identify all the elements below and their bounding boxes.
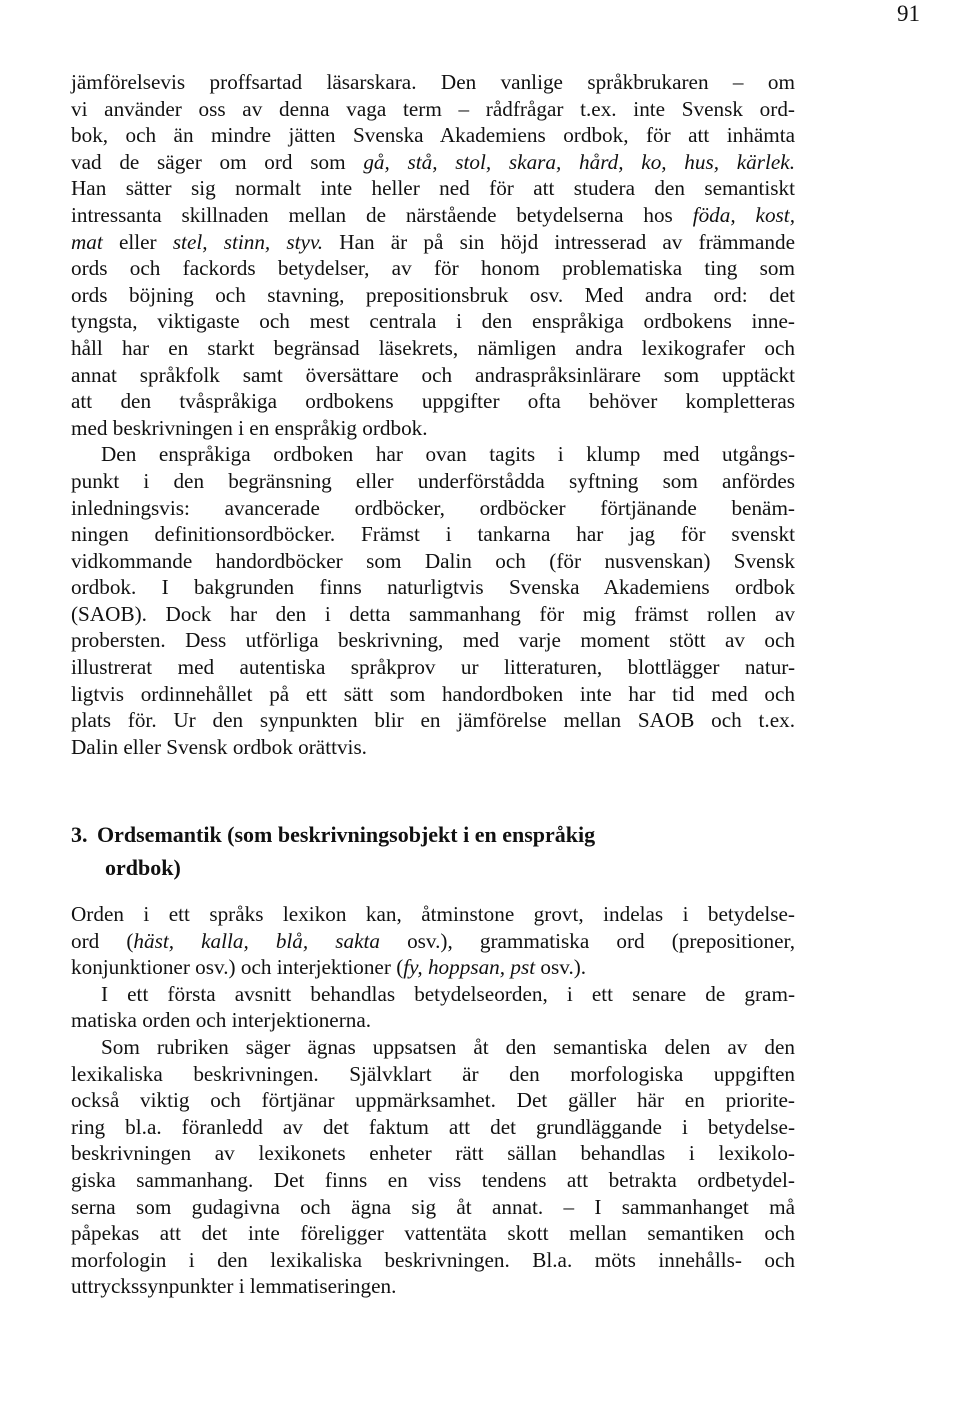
text-line: intressanta skillnaden mellan de närstående betydelserna hos föda, kost,: [71, 202, 795, 227]
text-line: ring bl.a. föranledd av det faktum att det grundläggande i betydelse-: [71, 1114, 795, 1139]
text-line: också viktig och förtjänar uppmärksamhet. Det gäller här en priorite-: [71, 1088, 795, 1113]
text-line: ords och fackords betydelser, av för honom problematiska ting som: [71, 256, 795, 281]
text-line: serna som gudagivna och ägna sig åt annat. – I sammanhanget må: [71, 1194, 795, 1219]
text-line: vidkommande handordböcker som Dalin och (för nusvenskan) Svensk: [71, 548, 795, 573]
text-line: bok, och än mindre jätten Svenska Akademiens ordbok, för att inhämta: [71, 123, 795, 148]
text-line: vad de säger om ord som gå, stå, stol, skara, hård, ko, hus, kärlek.: [71, 149, 796, 174]
text-line: håll har en starkt begränsad läsekrets, nämligen andra lexikografer och: [71, 335, 795, 360]
text-line: med beskrivningen i en enspråkig ordbok.: [71, 415, 428, 440]
text-line: Den enspråkiga ordboken har ovan tagits i klump med utgångs-: [101, 442, 795, 467]
text-line: (SAOB). Dock har den i detta sammanhang för mig främst rollen av: [71, 601, 795, 626]
paragraph-block-2: [71, 901, 795, 1300]
text-line: vi använder oss av denna vaga term – rådfrågar t.ex. inte Svensk ord-: [71, 96, 795, 121]
section-title-line1: Ordsemantik (som beskrivningsobjekt i en enspråkig: [97, 822, 596, 847]
section-title-line2: ordbok): [105, 855, 181, 880]
text-line: lexikaliska beskrivningen. Självklart är den morfologiska uppgiften: [71, 1061, 795, 1086]
section-heading: [71, 818, 795, 884]
text-line: I ett första avsnitt behandlas betydelseorden, i ett senare de gram-: [101, 981, 795, 1006]
paragraph-block-1: [71, 69, 795, 760]
text-line: probersten. Dess utförliga beskrivning, med varje moment stött av och: [71, 628, 795, 653]
text-line: morfologin i den lexikaliska beskrivningen. Bl.a. möts innehålls- och: [71, 1247, 795, 1272]
text-line: matiska orden och interjektionerna.: [71, 1008, 372, 1033]
text-line: konjunktioner osv.) och interjektioner (fy, hoppsan, pst osv.).: [71, 955, 587, 980]
text-line: Han sätter sig normalt inte heller ned för att studera den semantiskt: [71, 176, 795, 201]
text-line: ningen definitionsordböcker. Främst i tankarna har jag för svenskt: [71, 522, 795, 547]
text-line: mat eller stel, stinn, styv. Han är på sin höjd intresserad av främmande: [71, 229, 796, 254]
text-line: Som rubriken säger ägnas uppsatsen åt den semantiska delen av den: [101, 1034, 795, 1059]
text-line: punkt i den begränsning eller underförstådda syftning som anfördes: [71, 468, 795, 493]
text-line: tyngsta, viktigaste och mest centrala i den enspråkiga ordbokens inne-: [71, 309, 795, 334]
text-line: jämförelsevis proffsartad läsarskara. Den vanlige språkbrukaren – om: [71, 70, 795, 94]
block1-lines: [71, 69, 795, 760]
text-line: att den tvåspråkiga ordbokens uppgifter ofta behöver kompletteras: [71, 389, 795, 414]
text-line: beskrivningen av lexikonets enheter rätt sällan behandlas i lexikolo-: [71, 1141, 795, 1166]
text-line: uttryckssynpunkter i lemmatiseringen.: [71, 1274, 397, 1299]
text-line: ord (häst, kalla, blå, sakta osv.), grammatiska ord (prepositioner,: [71, 928, 795, 953]
text-line: illustrerat med autentiska språkprov ur litteraturen, blottlägger natur-: [71, 655, 795, 680]
text-line: Orden i ett språks lexikon kan, åtminstone grovt, indelas i betydelse-: [71, 902, 795, 926]
text-line: inledningsvis: avancerade ordböcker, ordböcker förtjänande benäm-: [71, 495, 795, 520]
text-line: plats för. Ur den synpunkten blir en jämförelse mellan SAOB och t.ex.: [71, 708, 795, 733]
text-line: Dalin eller Svensk ordbok orättvis.: [71, 734, 367, 759]
text-line: ligtvis ordinnehållet på ett sätt som handordboken inte har tid med och: [71, 681, 795, 706]
text-line: ordbok. I bakgrunden finns naturligtvis Svenska Akademiens ordbok: [71, 575, 795, 600]
block2-lines: [71, 901, 795, 1300]
section-number: 3.: [71, 822, 88, 847]
page-number: 91: [897, 1, 920, 26]
text-line: ords böjning och stavning, prepositionsbruk osv. Med andra ord: det: [71, 282, 795, 307]
text-line: annat språkfolk samt översättare och andraspråksinlärare som upptäckt: [71, 362, 795, 387]
text-line: giska sammanhang. Det finns en viss tendens att betrakta ordbetydel-: [71, 1167, 795, 1192]
text-line: påpekas att det inte föreligger vattentäta skott mellan semantiken och: [71, 1221, 795, 1246]
